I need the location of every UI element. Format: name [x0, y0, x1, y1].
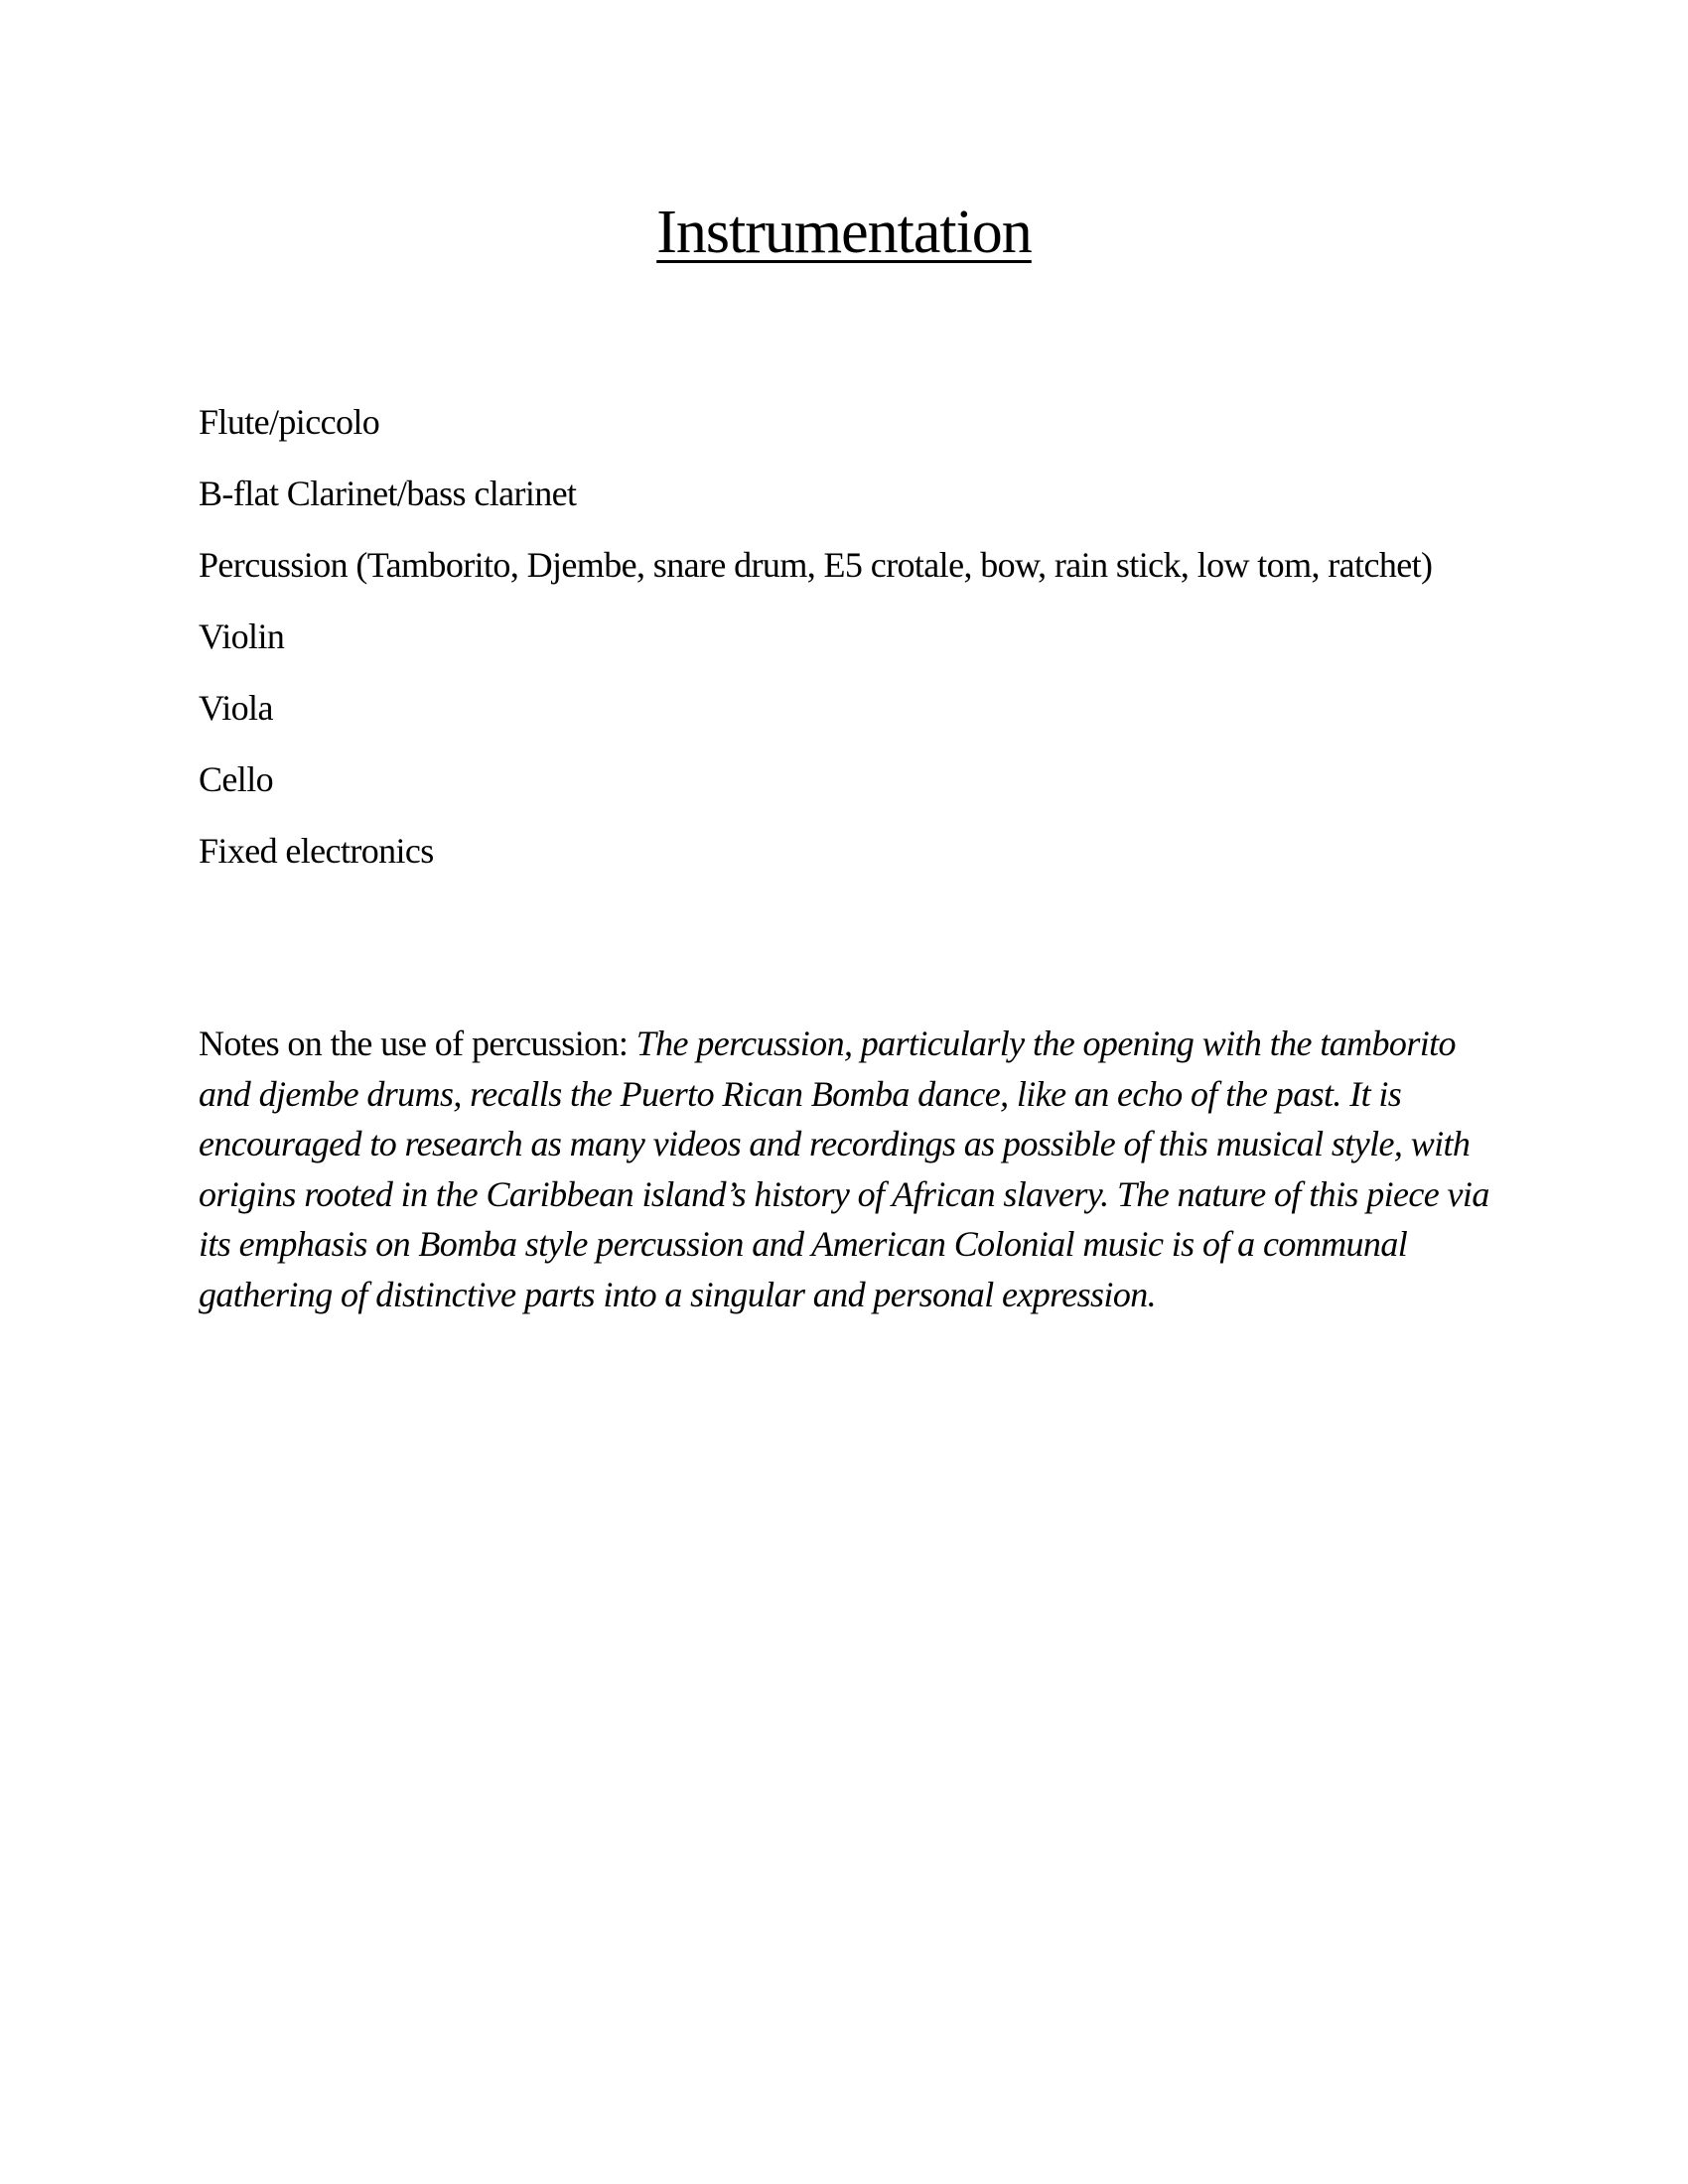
notes-text: The percussion, particularly the opening with the tamborito and djembe drums, recalls the Puerto Rican Bomba dance, like an echo of the past. It is encouraged to research as many videos and recordings as possible of this musical style, with origins rooted in the Caribbean island’s history of African slavery. The nature of this piece via its emphasis on Bomba style percussion and American Colonial music is of a communal gathering of distinctive parts into a singular and personal expression. — [199, 1024, 1489, 1314]
page-title — [0, 195, 1688, 270]
instrument-item: Cello — [199, 759, 273, 799]
instrument-item: B-flat Clarinet/bass clarinet — [199, 474, 577, 513]
notes-label: Notes on the use of percussion: — [199, 1024, 636, 1063]
percussion-notes — [199, 1019, 1489, 1319]
instrument-item: Flute/piccolo — [199, 402, 380, 442]
instrument-item: Viola — [199, 688, 273, 728]
instrument-item: Percussion (Tamborito, Djembe, snare drum, E5 crotale, bow, rain stick, low tom, ratchet) — [199, 545, 1433, 585]
instrument-item: Fixed electronics — [199, 831, 434, 871]
instrument-list — [199, 397, 1489, 897]
instrument-item: Violin — [199, 616, 285, 656]
page-title-text: Instrumentation — [656, 199, 1032, 266]
